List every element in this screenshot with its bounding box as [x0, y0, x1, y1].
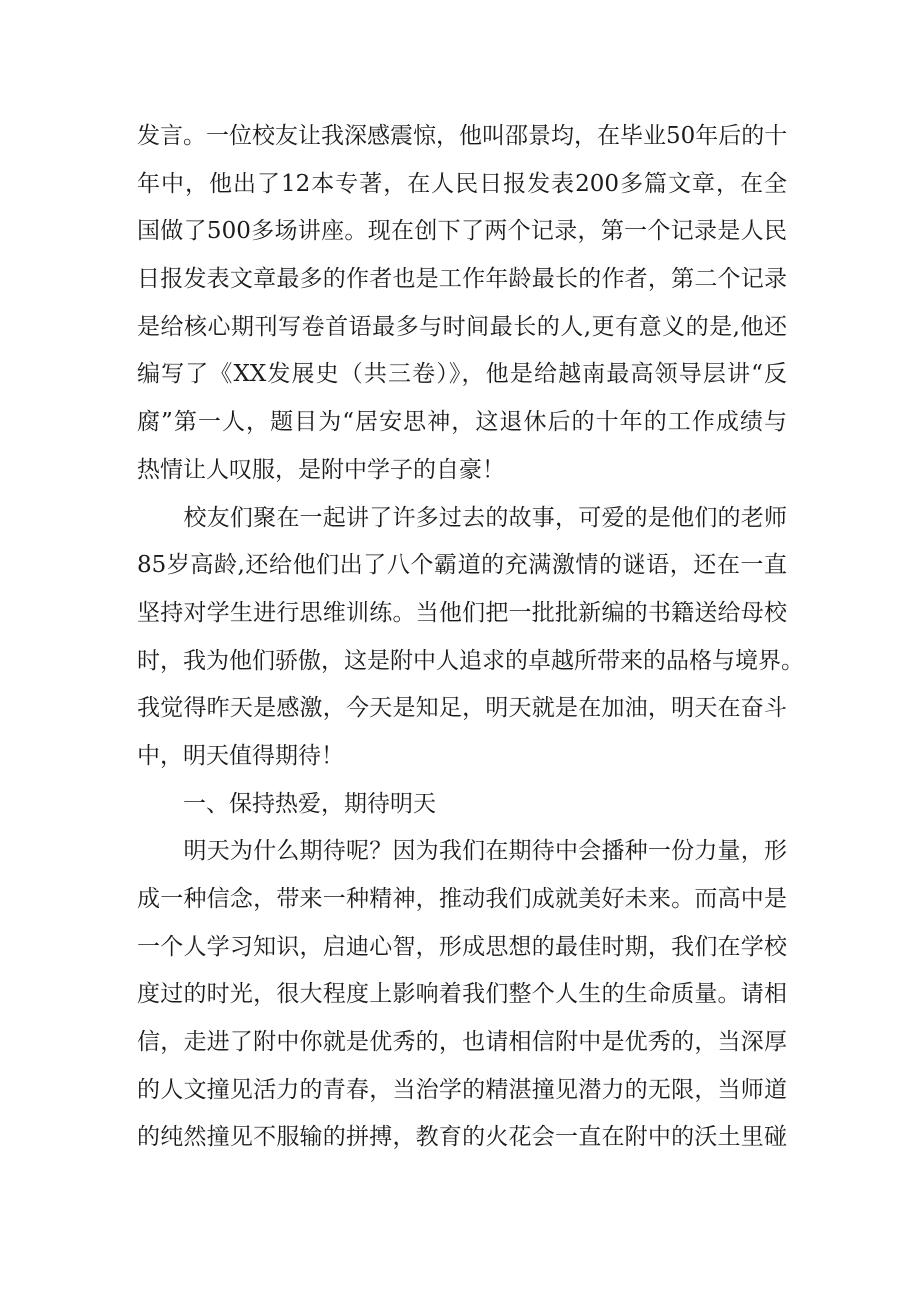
- text-line: 校友们聚在一起讲了许多过去的故事，可爱的是他们的老师: [137, 504, 787, 531]
- text-line: 发言。一位校友让我深感震惊，他叫邵景均，在毕业50年后的十: [137, 123, 788, 149]
- text-line: 坚持对学生进行思维训练。当他们把一批批新编的书籍送给母校: [137, 599, 787, 626]
- text-line: 的纯然撞见不服输的拼搏，教育的火花会一直在附中的沃土里碰: [137, 1124, 787, 1151]
- paragraph-1: [137, 113, 787, 495]
- text-line: 我觉得昨天是感激，今天是知足，明天就是在加油，明天在奋斗: [137, 695, 787, 722]
- heading-line: 一、保持热爱，期待明天: [137, 790, 436, 817]
- text-line: 日报发表文章最多的作者也是工作年龄最长的作者，第二个记录: [137, 266, 787, 293]
- text-line: 年中，他出了12本专著，在人民日报发表200多篇文章，在全: [137, 170, 787, 197]
- text-line: 热情让人叹服，是附中学子的自豪！: [137, 456, 505, 483]
- text-line: 85岁高龄,还给他们出了八个霸道的充满激情的谜语，还在一直: [137, 552, 787, 579]
- paragraph-3: [137, 828, 787, 1162]
- text-line: 成一种信念，带来一种精神，推动我们成就美好未来。而高中是: [137, 886, 787, 912]
- text-line: 中，明天值得期待！: [137, 742, 344, 769]
- paragraph-2: [137, 495, 804, 781]
- text-line: 度过的时光，很大程度上影响着我们整个人生的生命质量。请相: [137, 981, 787, 1008]
- text-line: 腐”第一人，题目为“居安思神，这退休后的十年的工作成绩与: [137, 409, 787, 436]
- text-line: 明天为什么期待呢？因为我们在期待中会播种一份力量，形: [137, 838, 787, 865]
- document-body: [137, 113, 804, 1162]
- text-line: 的人文撞见活力的青春，当治学的精湛撞见潜力的无限，当师道: [137, 1076, 787, 1103]
- text-line: 时，我为他们骄傲，这是附中人追求的卓越所带来的品格与境界。: [137, 647, 804, 674]
- text-line: 信，走进了附中你就是优秀的，也请相信附中是优秀的，当深厚: [137, 1029, 787, 1056]
- text-line: 国做了500多场讲座。现在创下了两个记录，第一个记录是人民: [137, 218, 787, 245]
- text-line: 一个人学习知识，启迪心智，形成思想的最佳时期，我们在学校: [137, 933, 787, 960]
- text-line: 编写了《XX发展史（共三卷）》，他是给越南最高领导层讲“反: [137, 361, 787, 388]
- section-heading: [137, 781, 787, 829]
- text-line: 是给核心期刊写卷首语最多与时间最长的人,更有意义的是,他还: [137, 313, 787, 340]
